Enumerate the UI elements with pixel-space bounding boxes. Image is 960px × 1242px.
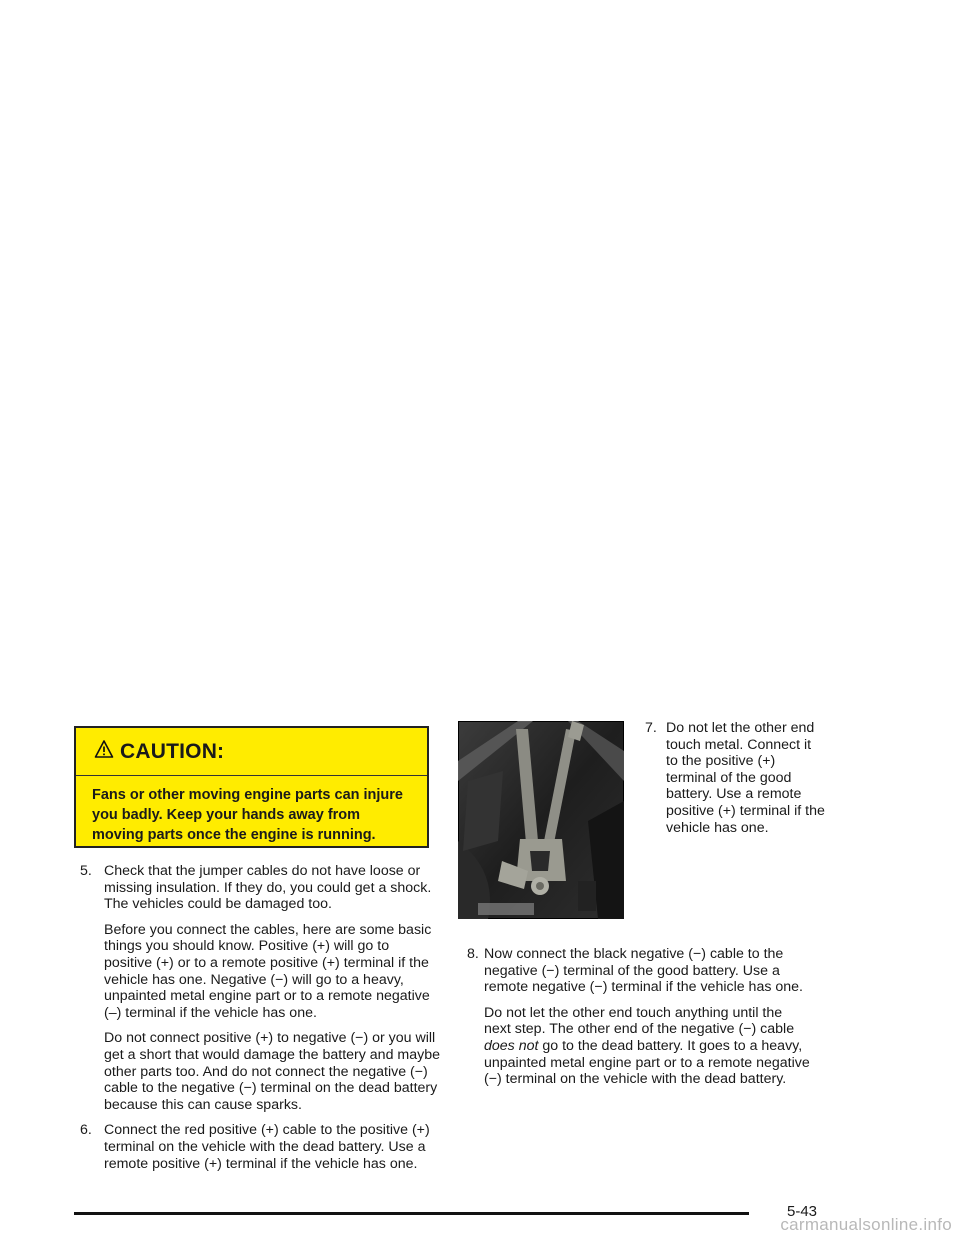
- paragraph-text: Do not let the other end touch anything until the next step. The other end of the negative (−) cable: [484, 1004, 795, 1038]
- step-text: Do not let the other end touch metal. Connect it to the positive (+) terminal of the good battery. Use a remote positive (+) terminal if the vehicle has one.: [666, 720, 825, 836]
- footer-rule: [74, 1212, 749, 1215]
- caution-box: [74, 726, 429, 848]
- paragraph: Before you connect the cables, here are some basic things you should know. Positive (+) will go to positive (+) or to a remote positive (+) terminal if the vehicle has one. Negative (−) will go to a heavy, unpainted metal engine part or to a remote negative (–) terminal if the vehicle has one.: [104, 921, 432, 1021]
- paragraph: Do not connect positive (+) to negative (−) or you will get a short that would damage the battery and maybe other parts too. And do not connect the negative (−) cable to the negative (−) terminal on the dead battery because this can cause sparks.: [104, 1030, 440, 1113]
- step-number: 5.: [80, 863, 92, 879]
- step-5: [80, 863, 440, 913]
- caution-title: CAUTION:: [120, 739, 225, 763]
- step-8: [467, 946, 812, 996]
- step-number: 7.: [645, 720, 657, 736]
- step-text: Check that the jumper cables do not have loose or missing insulation. If they do, you could get a shock. The vehicles could be damaged too.: [104, 863, 432, 913]
- jumper-cable-clamp-photo: [458, 721, 624, 919]
- step-7-item: [645, 720, 825, 836]
- step-text: Connect the red positive (+) cable to the positive (+) terminal on the vehicle with the dead battery. Use a remote positive (+) terminal if the vehicle has one.: [104, 1122, 430, 1172]
- left-column: [80, 863, 440, 1181]
- step-number: 8.: [467, 946, 479, 962]
- step-number: 6.: [80, 1122, 92, 1139]
- caution-text: Fans or other moving engine parts can injure you badly. Keep your hands away from moving parts once the engine is running.: [92, 787, 403, 843]
- paragraph: [467, 1005, 812, 1088]
- emphasis-text: does not: [484, 1037, 539, 1054]
- caution-header: [76, 728, 427, 776]
- paragraph-text: go to the dead battery. It goes to a heavy, unpainted metal engine part or to a remote negative (−) terminal on the vehicle with the dead battery.: [484, 1037, 810, 1088]
- step-text: Now connect the black negative (−) cable to the negative (−) terminal of the good battery. Use a remote negative (−) terminal if the vehicle has one.: [484, 946, 803, 996]
- watermark: carmanualsonline.info: [780, 1215, 952, 1234]
- warning-icon: [94, 739, 114, 759]
- right-column: [467, 946, 812, 1097]
- page-number: 5-43: [787, 1203, 818, 1220]
- step-7: [645, 720, 825, 845]
- step-6: [80, 1122, 440, 1172]
